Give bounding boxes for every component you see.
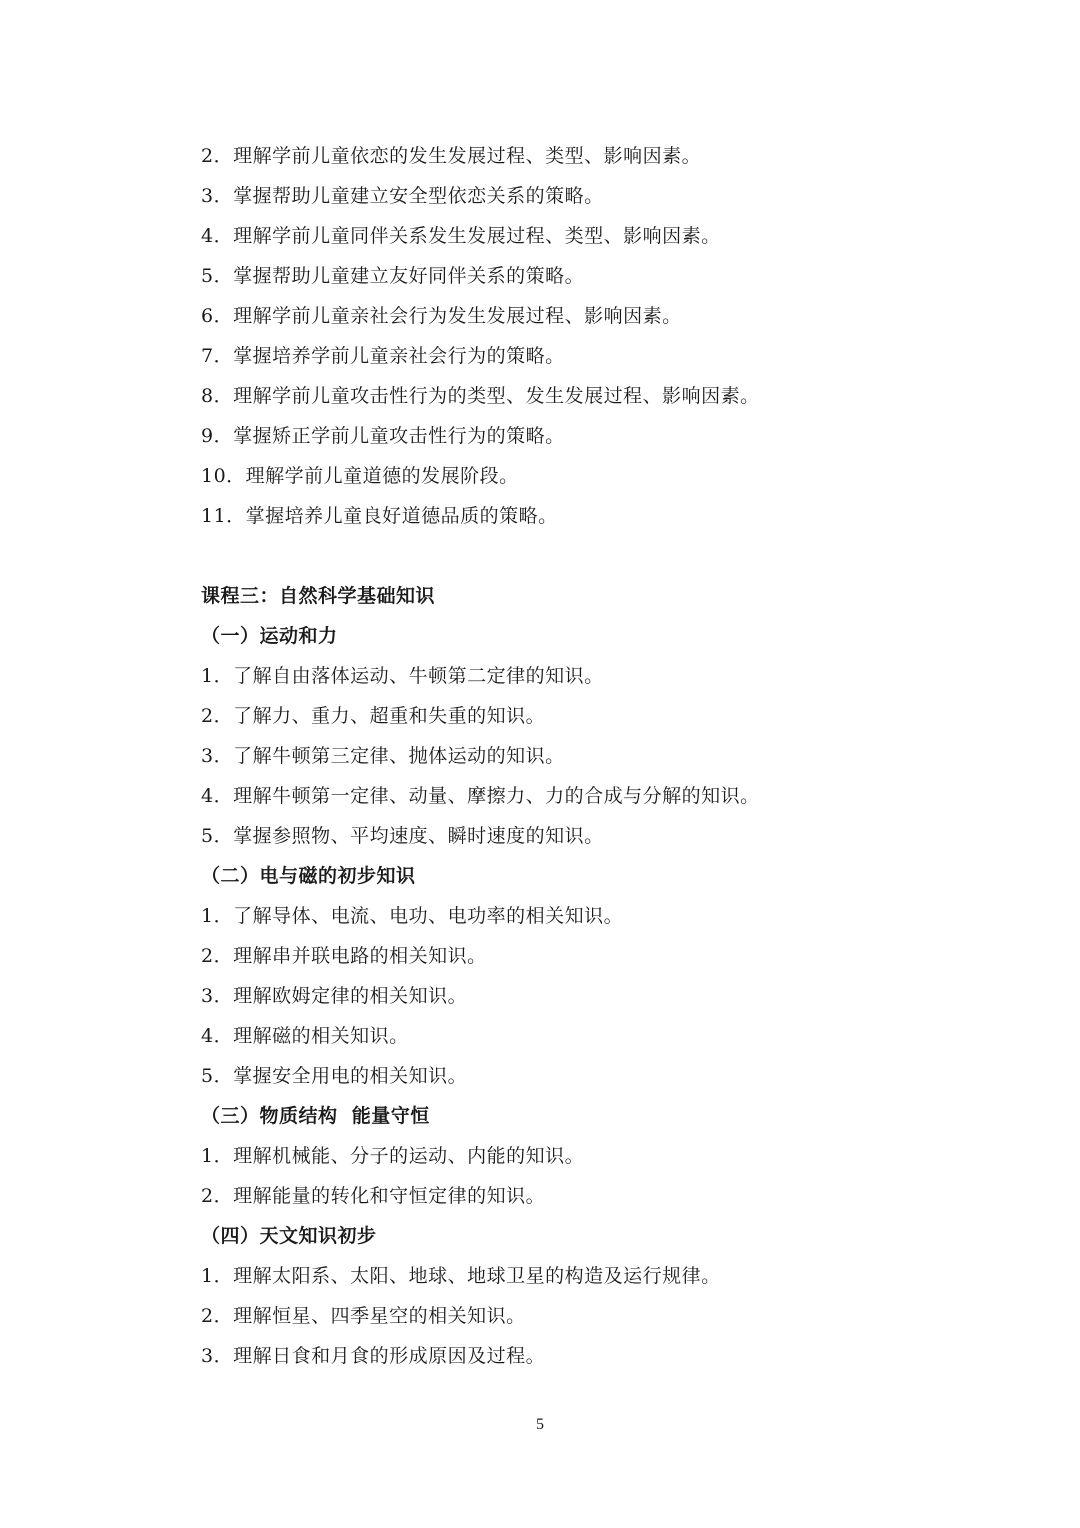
list-item: 1．理解机械能、分子的运动、内能的知识。 — [201, 1145, 585, 1167]
list-item: 3．了解牛顿第三定律、抛体运动的知识。 — [201, 745, 565, 767]
list-item: 9．掌握矫正学前儿童攻击性行为的策略。 — [201, 425, 565, 447]
page-number: 5 — [536, 1416, 544, 1433]
list-item: 4．理解牛顿第一定律、动量、摩擦力、力的合成与分解的知识。 — [201, 785, 760, 807]
list-item: 4．理解学前儿童同伴关系发生发展过程、类型、影响因素。 — [201, 225, 721, 247]
list-item: 1．理解太阳系、太阳、地球、地球卫星的构造及运行规律。 — [201, 1265, 721, 1287]
section-heading: （四）天文知识初步 — [201, 1225, 377, 1247]
list-item: 3．掌握帮助儿童建立安全型依恋关系的策略。 — [201, 185, 604, 207]
list-item: 5．掌握参照物、平均速度、瞬时速度的知识。 — [201, 825, 604, 847]
course-title: 课程三：自然科学基础知识 — [201, 585, 436, 607]
section-heading: （一）运动和力 — [201, 625, 338, 647]
list-item: 10．理解学前儿童道德的发展阶段。 — [201, 465, 519, 487]
list-item: 3．理解日食和月食的形成原因及过程。 — [201, 1345, 546, 1367]
list-item: 4．理解磁的相关知识。 — [201, 1025, 409, 1047]
list-item: 2．理解学前儿童依恋的发生发展过程、类型、影响因素。 — [201, 145, 702, 167]
list-item: 11．掌握培养儿童良好道德品质的策略。 — [201, 505, 558, 527]
list-item: 5．掌握帮助儿童建立友好同伴关系的策略。 — [201, 265, 585, 287]
list-item: 8．理解学前儿童攻击性行为的类型、发生发展过程、影响因素。 — [201, 385, 760, 407]
list-item: 2．理解能量的转化和守恒定律的知识。 — [201, 1185, 546, 1207]
list-item: 6．理解学前儿童亲社会行为发生发展过程、影响因素。 — [201, 305, 682, 327]
list-item: 1．了解自由落体运动、牛顿第二定律的知识。 — [201, 665, 604, 687]
section-heading: （二）电与磁的初步知识 — [201, 865, 416, 887]
section-heading: （三）物质结构 能量守恒 — [201, 1105, 430, 1127]
list-item: 7．掌握培养学前儿童亲社会行为的策略。 — [201, 345, 565, 367]
list-item: 2．了解力、重力、超重和失重的知识。 — [201, 705, 546, 727]
list-item: 2．理解串并联电路的相关知识。 — [201, 945, 487, 967]
list-item: 1．了解导体、电流、电功、电功率的相关知识。 — [201, 905, 624, 927]
list-item: 3．理解欧姆定律的相关知识。 — [201, 985, 468, 1007]
list-item: 5．掌握安全用电的相关知识。 — [201, 1065, 468, 1087]
list-item: 2．理解恒星、四季星空的相关知识。 — [201, 1305, 526, 1327]
